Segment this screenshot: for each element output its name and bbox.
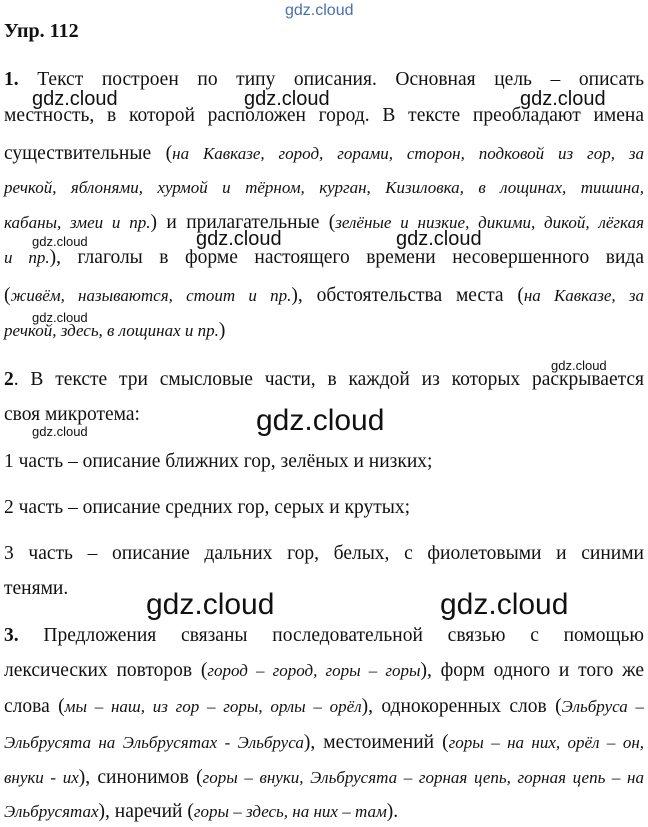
watermark: gdz.cloud — [146, 588, 275, 621]
p1-line-2: местность, в которой расположен город. В тексте преобладают имена — [4, 105, 644, 126]
p3-examples: город – город, горы – горы — [207, 661, 421, 680]
p1-examples: кабаны, змеи и пр. — [4, 213, 151, 232]
p3-line-2 — [4, 659, 644, 683]
p1-line-7 — [4, 284, 644, 308]
p3-line-4 — [4, 731, 644, 755]
exercise-title: Упр. 112 — [4, 20, 79, 42]
part-1: 1 часть – описание ближних гор, зелёных и низких; — [4, 451, 433, 472]
p3-text: Предложения связаны последовательной связью с помощью — [43, 625, 644, 646]
p1-number: 1. — [4, 69, 19, 90]
p1-text: ), глаголы в форме настоящего времени несовершенного вида — [49, 247, 644, 268]
watermark: gdz.cloud — [196, 228, 282, 250]
p1-line-4 — [4, 176, 644, 200]
p1-line-5 — [4, 211, 644, 235]
p1-examples: зелёные и низкие, дикими, дикой, лёгкая — [335, 213, 644, 232]
watermark: gdz.cloud — [551, 358, 607, 373]
part-3: 3 часть – описание дальних гор, белых, с фиолетовыми и синими — [4, 543, 644, 564]
p3-line-5 — [4, 766, 644, 790]
p3-text: ), однокоренных слов ( — [361, 696, 562, 717]
watermark: gdz.cloud — [32, 310, 88, 325]
p3-line-1 — [4, 624, 644, 648]
p3-number: 3. — [4, 625, 19, 646]
p3-text: ), наречий ( — [98, 801, 194, 822]
p3-text: ). — [386, 801, 399, 822]
watermark: gdz.cloud — [396, 228, 482, 250]
p1-line-8 — [4, 319, 644, 343]
watermark: gdz.cloud — [520, 88, 606, 110]
p3-line-6 — [4, 800, 644, 824]
p1-examples: речкой, здесь, в лощинах и пр. — [4, 321, 219, 340]
p3-text: ), синонимов ( — [78, 767, 203, 788]
watermark: gdz.cloud — [32, 234, 88, 249]
p3-line-3 — [4, 695, 644, 719]
watermark: gdz.cloud — [440, 588, 569, 621]
p1-examples: живём, называются, стоит и пр. — [10, 286, 292, 305]
watermark-top: gdz.cloud — [285, 2, 354, 19]
p2-text: . В тексте три смысловые части, в каждой из которых раскрывается — [13, 369, 644, 390]
p3-text: слова ( — [4, 696, 65, 717]
part-3-cont: тенями. — [4, 578, 69, 599]
p3-examples: горы – на них, орёл – он, — [448, 733, 645, 752]
p2-line-1 — [4, 368, 644, 392]
p3-examples: Эльбруса – — [561, 697, 644, 716]
p1-examples: на Кавказе, город, горами, сторон, подковой из гор, за — [172, 144, 644, 163]
p3-examples: Эльбрусятах — [4, 802, 99, 821]
p3-examples: мы – наш, из гор – горы, орлы – орёл — [64, 697, 362, 716]
p2-number: 2 — [4, 369, 14, 390]
p3-examples: горы – здесь, на них – там — [193, 802, 387, 821]
p3-examples: Эльбрусята на Эльбрусятах - Эльбруса — [4, 733, 304, 752]
p3-text: ), местоимений ( — [303, 732, 449, 753]
p3-text: лексических повторов ( — [4, 660, 208, 681]
p3-examples: внуки - их — [4, 768, 79, 787]
watermark: gdz.cloud — [244, 88, 330, 110]
p1-line-6 — [4, 246, 644, 270]
watermark: gdz.cloud — [256, 404, 385, 437]
p3-examples: горы – внуки, Эльбрусята – горная цепь, горная цепь – на — [202, 768, 644, 787]
p1-examples: речкой, яблонями, хурмой и тёрном, курган, Кизиловка, в лощинах, тишина, — [4, 178, 644, 197]
p1-examples: на Кавказе, за — [523, 286, 644, 305]
p3-text: ), форм одного и того же — [420, 660, 644, 681]
p1-text: ) — [218, 320, 226, 341]
p1-text: ), обстоятельства места ( — [291, 285, 524, 306]
p1-text: существительные ( — [4, 143, 173, 164]
p1-text: ) и прилагательные ( — [150, 212, 336, 233]
watermark: gdz.cloud — [32, 88, 118, 110]
p1-text: ( — [4, 285, 11, 306]
p2-line-2: своя микротема: — [4, 404, 140, 425]
watermark: gdz.cloud — [32, 424, 88, 439]
p1-text: Текст построен по типу описания. Основная цель – описать — [37, 69, 645, 90]
p1-line-3 — [4, 142, 644, 166]
part-2: 2 часть – описание средних гор, серых и крутых; — [4, 497, 411, 518]
p1-examples: и пр. — [4, 248, 50, 267]
